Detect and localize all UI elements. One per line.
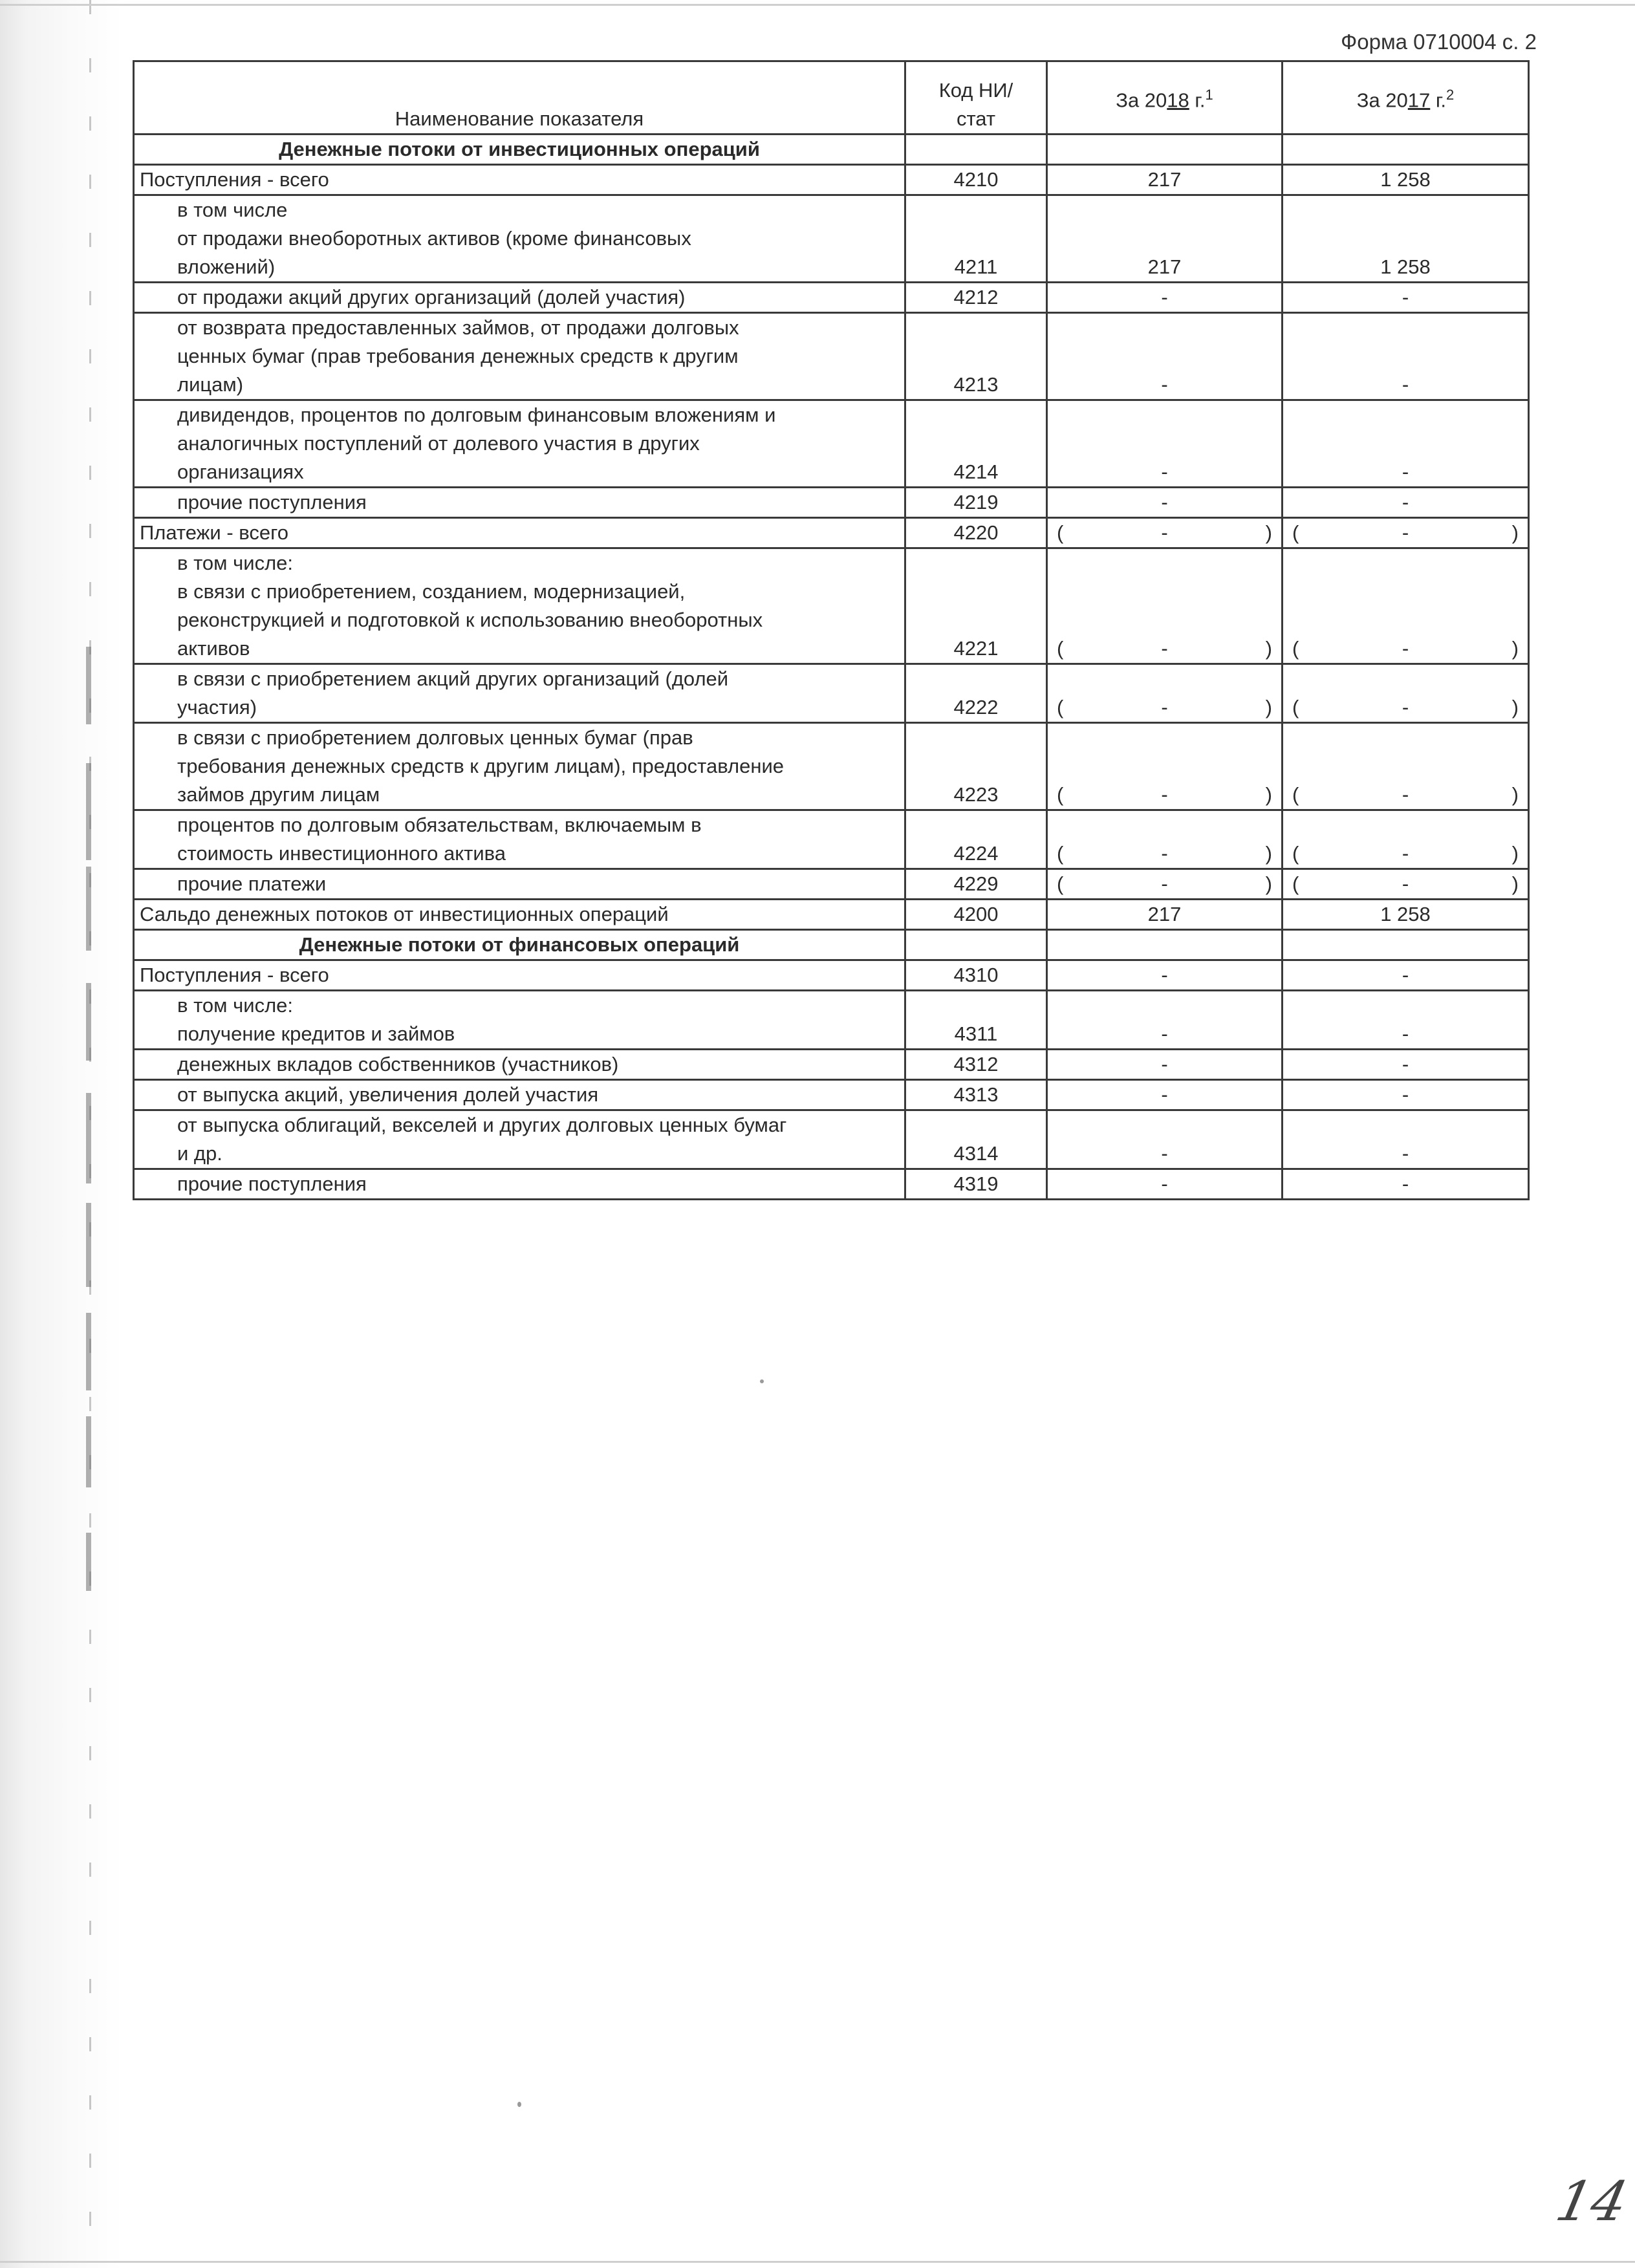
value-2017: 1 258: [1283, 900, 1529, 930]
negative-value-brackets: [1053, 839, 1276, 868]
scan-binding-mark: [86, 1203, 91, 1287]
line-code: 4219: [905, 488, 1047, 518]
table-row: [134, 1169, 1529, 1200]
indicator-name: [134, 313, 905, 400]
line-code: 4213: [905, 313, 1047, 400]
indicator-name-line: от выпуска облигаций, векселей и других долговых ценных бумаг: [177, 1114, 787, 1136]
bracketed-value: -: [1161, 696, 1168, 718]
value-2017: -: [1283, 313, 1529, 400]
open-bracket: (: [1292, 521, 1299, 544]
section-title: Денежные потоки от финансовых операций: [134, 930, 905, 960]
line-code: 4311: [905, 991, 1047, 1050]
header-y1-suffix: г.: [1189, 89, 1206, 112]
header-year-2018: [1047, 61, 1283, 135]
table-row: [134, 518, 1529, 548]
indicator-name-line: стоимость инвестиционного актива: [177, 842, 506, 865]
header-y2-prefix: За 20: [1356, 89, 1408, 112]
close-bracket: ): [1511, 783, 1519, 806]
table-header-row: [134, 61, 1529, 135]
open-bracket: (: [1292, 783, 1299, 806]
value-2018: [1047, 664, 1283, 723]
bracketed-value: -: [1402, 696, 1409, 718]
empty-cell: [1047, 930, 1283, 960]
indicator-name-line: дивидендов, процентов по долговым финансовым вложениям и: [177, 404, 776, 426]
value-2018: -: [1047, 488, 1283, 518]
value-2017: -: [1283, 960, 1529, 991]
value-2018: -: [1047, 960, 1283, 991]
open-bracket: (: [1292, 696, 1299, 718]
scan-speck: [517, 2102, 521, 2107]
negative-value-brackets: [1288, 693, 1522, 722]
form-label: Форма 0710004 с. 2: [1341, 30, 1537, 54]
open-bracket: (: [1292, 842, 1299, 865]
value-2017: -: [1283, 283, 1529, 313]
indicator-name-line: аналогичных поступлений от долевого участия в других: [177, 432, 700, 455]
value-2017: -: [1283, 1169, 1529, 1200]
header-y1-prefix: За 20: [1116, 89, 1167, 112]
open-bracket: (: [1057, 637, 1064, 660]
scan-binding-mark: [86, 763, 91, 860]
table-row: [134, 165, 1529, 195]
line-code: 4313: [905, 1080, 1047, 1110]
close-bracket: ): [1265, 872, 1272, 895]
table-row: [134, 1050, 1529, 1080]
value-2018: [1047, 723, 1283, 810]
open-bracket: (: [1057, 842, 1064, 865]
value-2018: 217: [1047, 900, 1283, 930]
bracketed-value: -: [1161, 783, 1168, 806]
indicator-name-line: от продажи внеоборотных активов (кроме финансовых: [177, 227, 691, 250]
scan-binding-mark: [86, 983, 91, 1061]
line-code: 4224: [905, 810, 1047, 869]
close-bracket: ): [1511, 842, 1519, 865]
scan-binding-mark: [86, 647, 91, 724]
table-row: [134, 869, 1529, 900]
indicator-name: [134, 810, 905, 869]
table-row: [134, 1110, 1529, 1169]
bracketed-value: -: [1161, 521, 1168, 544]
indicator-name: [134, 195, 905, 283]
line-code: 4310: [905, 960, 1047, 991]
value-2018: [1047, 810, 1283, 869]
header-indicator-name: Наименование показателя: [134, 61, 905, 135]
close-bracket: ): [1265, 842, 1272, 865]
indicator-name-line: ценных бумаг (прав требования денежных средств к другим: [177, 345, 739, 367]
indicator-name-line: в том числе: [177, 199, 288, 221]
value-2017: -: [1283, 1110, 1529, 1169]
indicator-name-line: Поступления - всего: [140, 168, 329, 191]
negative-value-brackets: [1053, 519, 1276, 547]
indicator-name-line: прочие поступления: [177, 1172, 367, 1195]
value-2017: -: [1283, 1080, 1529, 1110]
line-code: 4212: [905, 283, 1047, 313]
value-2017: 1 258: [1283, 165, 1529, 195]
table-row: [134, 400, 1529, 488]
bracketed-value: -: [1161, 637, 1168, 660]
indicator-name: [134, 960, 905, 991]
bracketed-value: -: [1402, 783, 1409, 806]
value-2018: -: [1047, 313, 1283, 400]
value-2017: -: [1283, 991, 1529, 1050]
indicator-name-line: активов: [177, 637, 250, 660]
header-y2-footnote: 2: [1446, 86, 1455, 103]
open-bracket: (: [1292, 872, 1299, 895]
indicator-name: [134, 991, 905, 1050]
indicator-name-line: в том числе:: [177, 994, 294, 1017]
indicator-name-line: участия): [177, 696, 257, 718]
indicator-name-line: прочие платежи: [177, 872, 327, 895]
header-y2-year: 17: [1407, 89, 1431, 112]
value-2017: [1283, 869, 1529, 900]
indicator-name-line: Сальдо денежных потоков от инвестиционных операций: [140, 903, 669, 925]
line-code: 4221: [905, 548, 1047, 664]
open-bracket: (: [1292, 637, 1299, 660]
value-2018: 217: [1047, 165, 1283, 195]
indicator-name-line: от продажи акций других организаций (долей участия): [177, 286, 686, 308]
indicator-name-line: лицам): [177, 373, 244, 396]
indicator-name-line: в том числе:: [177, 552, 294, 574]
table-row: [134, 900, 1529, 930]
value-2018: [1047, 518, 1283, 548]
table-row: [134, 664, 1529, 723]
value-2018: 217: [1047, 195, 1283, 283]
header-code-line1: Код НИ/: [938, 79, 1013, 102]
close-bracket: ): [1511, 637, 1519, 660]
indicator-name-line: в связи с приобретением, созданием, модернизацией,: [177, 580, 686, 603]
indicator-name-line: организациях: [177, 460, 304, 483]
open-bracket: (: [1057, 872, 1064, 895]
scan-binding-mark: [86, 1533, 91, 1591]
indicator-name: [134, 1050, 905, 1080]
page-number: 14: [1550, 2170, 1634, 2233]
empty-cell: [1047, 135, 1283, 165]
indicator-name: [134, 283, 905, 313]
open-bracket: (: [1057, 696, 1064, 718]
negative-value-brackets: [1053, 870, 1276, 898]
indicator-name: [134, 518, 905, 548]
table-row: [134, 1080, 1529, 1110]
value-2017: [1283, 664, 1529, 723]
value-2017: 1 258: [1283, 195, 1529, 283]
header-y1-footnote: 1: [1205, 86, 1213, 103]
empty-cell: [905, 135, 1047, 165]
indicator-name-line: Поступления - всего: [140, 964, 329, 986]
line-code: 4222: [905, 664, 1047, 723]
close-bracket: ): [1265, 637, 1272, 660]
header-code: [905, 61, 1047, 135]
indicator-name: [134, 1169, 905, 1200]
value-2018: -: [1047, 1169, 1283, 1200]
value-2017: [1283, 548, 1529, 664]
cash-flow-table: [133, 60, 1530, 1200]
indicator-name-line: в связи с приобретением акций других организаций (долей: [177, 667, 729, 690]
section-header-row: [134, 135, 1529, 165]
indicator-name: [134, 900, 905, 930]
bracketed-value: -: [1402, 637, 1409, 660]
header-y2-suffix: г.: [1430, 89, 1447, 112]
value-2018: -: [1047, 1110, 1283, 1169]
value-2017: -: [1283, 488, 1529, 518]
table-row: [134, 548, 1529, 664]
close-bracket: ): [1265, 696, 1272, 718]
section-header-row: [134, 930, 1529, 960]
table-row: [134, 960, 1529, 991]
value-2018: -: [1047, 991, 1283, 1050]
close-bracket: ): [1511, 521, 1519, 544]
value-2017: -: [1283, 400, 1529, 488]
scan-binding-mark: [86, 1416, 91, 1487]
header-y1-year: 18: [1167, 89, 1189, 112]
empty-cell: [905, 930, 1047, 960]
close-bracket: ): [1265, 521, 1272, 544]
value-2018: -: [1047, 1050, 1283, 1080]
line-code: 4210: [905, 165, 1047, 195]
negative-value-brackets: [1053, 634, 1276, 663]
indicator-name: [134, 548, 905, 664]
indicator-name-line: процентов по долговым обязательствам, включаемым в: [177, 814, 702, 836]
indicator-name-line: в связи с приобретением долговых ценных бумаг (прав: [177, 726, 693, 749]
value-2018: [1047, 869, 1283, 900]
value-2017: -: [1283, 1050, 1529, 1080]
value-2018: [1047, 548, 1283, 664]
close-bracket: ): [1265, 783, 1272, 806]
indicator-name: [134, 869, 905, 900]
indicator-name: [134, 664, 905, 723]
section-title: Денежные потоки от инвестиционных операций: [134, 135, 905, 165]
header-code-line2: стат: [956, 107, 996, 130]
table-row: [134, 313, 1529, 400]
negative-value-brackets: [1288, 781, 1522, 809]
scan-binding-mark: [86, 867, 91, 951]
bracketed-value: -: [1402, 521, 1409, 544]
indicator-name-line: вложений): [177, 255, 276, 278]
value-2018: -: [1047, 400, 1283, 488]
indicator-name-line: требования денежных средств к другим лицам), предоставление: [177, 755, 785, 777]
indicator-name-line: получение кредитов и займов: [177, 1022, 455, 1045]
indicator-name: [134, 400, 905, 488]
table-row: [134, 283, 1529, 313]
scan-bottom-edge: [0, 2261, 1635, 2263]
line-code: 4319: [905, 1169, 1047, 1200]
scan-top-edge: [0, 4, 1635, 6]
bracketed-value: -: [1402, 842, 1409, 865]
table-row: [134, 991, 1529, 1050]
indicator-name-line: прочие поступления: [177, 491, 367, 513]
line-code: 4312: [905, 1050, 1047, 1080]
close-bracket: ): [1511, 872, 1519, 895]
indicator-name: [134, 1080, 905, 1110]
negative-value-brackets: [1288, 870, 1522, 898]
scan-binding-edge: [0, 0, 123, 2268]
bracketed-value: -: [1402, 872, 1409, 895]
line-code: 4229: [905, 869, 1047, 900]
indicator-name-line: и др.: [177, 1142, 222, 1165]
scan-speck: [760, 1379, 764, 1383]
line-code: 4200: [905, 900, 1047, 930]
value-2018: -: [1047, 1080, 1283, 1110]
scan-binding-mark: [86, 1093, 91, 1183]
empty-cell: [1283, 930, 1529, 960]
indicator-name-line: реконструкцией и подготовкой к использованию внеоборотных: [177, 609, 763, 631]
value-2018: -: [1047, 283, 1283, 313]
negative-value-brackets: [1053, 693, 1276, 722]
value-2017: [1283, 810, 1529, 869]
line-code: 4314: [905, 1110, 1047, 1169]
table-row: [134, 195, 1529, 283]
negative-value-brackets: [1288, 519, 1522, 547]
bracketed-value: -: [1161, 872, 1168, 895]
line-code: 4214: [905, 400, 1047, 488]
close-bracket: ): [1511, 696, 1519, 718]
negative-value-brackets: [1288, 634, 1522, 663]
line-code: 4220: [905, 518, 1047, 548]
table-row: [134, 488, 1529, 518]
table-body: [134, 135, 1529, 1200]
indicator-name-line: от возврата предоставленных займов, от продажи долговых: [177, 316, 739, 339]
indicator-name: [134, 488, 905, 518]
value-2017: [1283, 518, 1529, 548]
indicator-name: [134, 165, 905, 195]
line-code: 4211: [905, 195, 1047, 283]
indicator-name: [134, 1110, 905, 1169]
indicator-name-line: от выпуска акций, увеличения долей участия: [177, 1083, 599, 1106]
empty-cell: [1283, 135, 1529, 165]
value-2017: [1283, 723, 1529, 810]
bracketed-value: -: [1161, 842, 1168, 865]
indicator-name-line: денежных вкладов собственников (участников): [177, 1053, 619, 1075]
open-bracket: (: [1057, 783, 1064, 806]
table-row: [134, 723, 1529, 810]
negative-value-brackets: [1288, 839, 1522, 868]
scan-binding-mark: [86, 1313, 91, 1390]
indicator-name-line: Платежи - всего: [140, 521, 289, 544]
indicator-name: [134, 723, 905, 810]
indicator-name-line: займов другим лицам: [177, 783, 380, 806]
negative-value-brackets: [1053, 781, 1276, 809]
line-code: 4223: [905, 723, 1047, 810]
header-year-2017: [1283, 61, 1529, 135]
open-bracket: (: [1057, 521, 1064, 544]
table-row: [134, 810, 1529, 869]
